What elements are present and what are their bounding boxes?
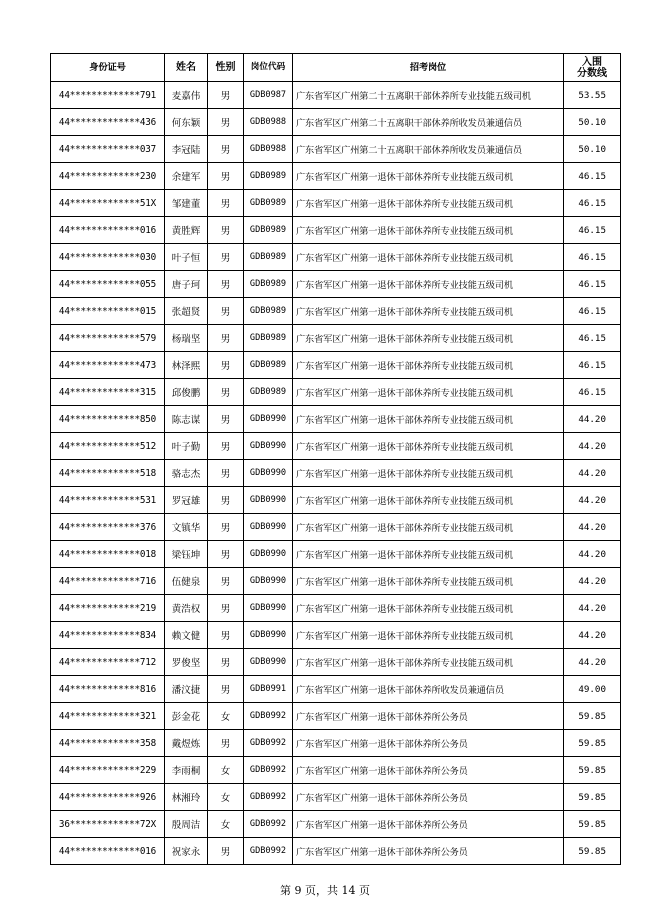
cell-id: 44*************51X	[51, 190, 165, 217]
cell-id: 44*************030	[51, 244, 165, 271]
cell-post: 广东省军区广州第一退休干部休养所专业技能五级司机	[293, 568, 564, 595]
cell-code: GDB0989	[244, 217, 293, 244]
cell-score: 44.20	[564, 487, 621, 514]
cell-sex: 男	[208, 244, 244, 271]
cell-sex: 男	[208, 352, 244, 379]
cell-id: 44*************037	[51, 136, 165, 163]
cell-sex: 男	[208, 190, 244, 217]
cell-score: 59.85	[564, 811, 621, 838]
cell-name: 罗冠雄	[165, 487, 208, 514]
cell-post: 广东省军区广州第一退休干部休养所专业技能五级司机	[293, 352, 564, 379]
cell-post: 广东省军区广州第一退休干部休养所专业技能五级司机	[293, 595, 564, 622]
table-row	[51, 163, 621, 190]
cell-id: 44*************473	[51, 352, 165, 379]
cell-post: 广东省军区广州第一退休干部休养所专业技能五级司机	[293, 271, 564, 298]
table-row	[51, 703, 621, 730]
table-row	[51, 460, 621, 487]
table-row	[51, 487, 621, 514]
cell-post: 广东省军区广州第一退休干部休养所专业技能五级司机	[293, 406, 564, 433]
cell-sex: 男	[208, 676, 244, 703]
cell-post: 广东省军区广州第一退休干部休养所专业技能五级司机	[293, 487, 564, 514]
table-row	[51, 352, 621, 379]
cell-post: 广东省军区广州第二十五离职干部休养所收发员兼通信员	[293, 109, 564, 136]
cell-score: 46.15	[564, 271, 621, 298]
cell-score: 59.85	[564, 730, 621, 757]
cell-id: 44*************531	[51, 487, 165, 514]
table-row	[51, 406, 621, 433]
cell-id: 44*************850	[51, 406, 165, 433]
cell-score: 46.15	[564, 190, 621, 217]
cell-code: GDB0990	[244, 568, 293, 595]
cell-name: 叶子勤	[165, 433, 208, 460]
table-row	[51, 568, 621, 595]
cell-id: 44*************018	[51, 541, 165, 568]
cell-code: GDB0989	[244, 352, 293, 379]
cell-name: 麦嘉伟	[165, 82, 208, 109]
cell-post: 广东省军区广州第一退休干部休养所专业技能五级司机	[293, 379, 564, 406]
table-row	[51, 244, 621, 271]
cell-score: 44.20	[564, 406, 621, 433]
cell-sex: 男	[208, 109, 244, 136]
cell-post: 广东省军区广州第二十五离职干部休养所收发员兼通信员	[293, 136, 564, 163]
cell-post: 广东省军区广州第一退休干部休养所公务员	[293, 757, 564, 784]
cell-id: 36*************72X	[51, 811, 165, 838]
cell-score: 46.15	[564, 217, 621, 244]
cell-name: 叶子恒	[165, 244, 208, 271]
cell-name: 李雨桐	[165, 757, 208, 784]
cell-name: 李冠陆	[165, 136, 208, 163]
table-row	[51, 838, 621, 865]
cell-code: GDB0990	[244, 595, 293, 622]
cell-post: 广东省军区广州第一退休干部休养所专业技能五级司机	[293, 298, 564, 325]
cell-sex: 女	[208, 757, 244, 784]
cell-sex: 男	[208, 838, 244, 865]
cell-code: GDB0992	[244, 730, 293, 757]
cell-post: 广东省军区广州第一退休干部休养所专业技能五级司机	[293, 460, 564, 487]
cell-score: 44.20	[564, 433, 621, 460]
cell-sex: 女	[208, 703, 244, 730]
cell-id: 44*************926	[51, 784, 165, 811]
cell-sex: 男	[208, 163, 244, 190]
cell-code: GDB0990	[244, 622, 293, 649]
cell-code: GDB0989	[244, 325, 293, 352]
cell-post: 广东省军区广州第一退休干部休养所专业技能五级司机	[293, 514, 564, 541]
cell-score: 44.20	[564, 595, 621, 622]
cell-name: 张超贤	[165, 298, 208, 325]
cell-score: 44.20	[564, 514, 621, 541]
cell-code: GDB0990	[244, 433, 293, 460]
cell-score: 59.85	[564, 757, 621, 784]
table-row	[51, 676, 621, 703]
cell-sex: 男	[208, 460, 244, 487]
cell-id: 44*************579	[51, 325, 165, 352]
cell-sex: 男	[208, 217, 244, 244]
cell-score: 59.85	[564, 838, 621, 865]
header-score: 入围 分数线	[564, 54, 621, 82]
header-post: 招考岗位	[293, 54, 564, 82]
cell-score: 50.10	[564, 109, 621, 136]
cell-name: 戴煜炼	[165, 730, 208, 757]
cell-code: GDB0990	[244, 541, 293, 568]
cell-code: GDB0990	[244, 460, 293, 487]
table-body	[51, 82, 621, 865]
cell-code: GDB0991	[244, 676, 293, 703]
cell-sex: 女	[208, 811, 244, 838]
table-row	[51, 622, 621, 649]
cell-sex: 男	[208, 730, 244, 757]
table-row	[51, 514, 621, 541]
header-code: 岗位代码	[244, 54, 293, 82]
cell-id: 44*************016	[51, 838, 165, 865]
table-row	[51, 109, 621, 136]
cell-sex: 男	[208, 82, 244, 109]
cell-post: 广东省军区广州第一退休干部休养所专业技能五级司机	[293, 163, 564, 190]
table-row	[51, 784, 621, 811]
cell-name: 何东颖	[165, 109, 208, 136]
cell-post: 广东省军区广州第一退休干部休养所公务员	[293, 838, 564, 865]
cell-name: 杨瑞坚	[165, 325, 208, 352]
cell-sex: 男	[208, 406, 244, 433]
cell-name: 骆志杰	[165, 460, 208, 487]
cell-name: 潘汶捷	[165, 676, 208, 703]
cell-sex: 男	[208, 541, 244, 568]
cell-name: 赖文健	[165, 622, 208, 649]
table-row	[51, 649, 621, 676]
cell-score: 46.15	[564, 352, 621, 379]
cell-score: 44.20	[564, 622, 621, 649]
cell-score: 46.15	[564, 244, 621, 271]
table-row	[51, 730, 621, 757]
cell-id: 44*************436	[51, 109, 165, 136]
cell-id: 44*************229	[51, 757, 165, 784]
cell-post: 广东省军区广州第一退休干部休养所专业技能五级司机	[293, 622, 564, 649]
cell-name: 陈志谋	[165, 406, 208, 433]
cell-id: 44*************015	[51, 298, 165, 325]
table-row	[51, 190, 621, 217]
cell-code: GDB0989	[244, 379, 293, 406]
cell-sex: 男	[208, 568, 244, 595]
cell-code: GDB0990	[244, 514, 293, 541]
cell-sex: 男	[208, 379, 244, 406]
cell-sex: 男	[208, 595, 244, 622]
cell-score: 44.20	[564, 568, 621, 595]
cell-code: GDB0992	[244, 784, 293, 811]
cell-name: 罗俊坚	[165, 649, 208, 676]
table-row	[51, 379, 621, 406]
cell-id: 44*************716	[51, 568, 165, 595]
cell-id: 44*************816	[51, 676, 165, 703]
cell-name: 彭金花	[165, 703, 208, 730]
cell-sex: 男	[208, 487, 244, 514]
cell-code: GDB0990	[244, 487, 293, 514]
cell-post: 广东省军区广州第一退休干部休养所公务员	[293, 784, 564, 811]
cell-code: GDB0989	[244, 298, 293, 325]
cell-score: 49.00	[564, 676, 621, 703]
cell-post: 广东省军区广州第一退休干部休养所专业技能五级司机	[293, 244, 564, 271]
cell-sex: 男	[208, 622, 244, 649]
cell-name: 殷周洁	[165, 811, 208, 838]
cell-post: 广东省军区广州第一退休干部休养所专业技能五级司机	[293, 190, 564, 217]
cell-code: GDB0990	[244, 649, 293, 676]
cell-id: 44*************712	[51, 649, 165, 676]
cell-post: 广东省军区广州第一退休干部休养所专业技能五级司机	[293, 649, 564, 676]
cell-id: 44*************230	[51, 163, 165, 190]
cell-id: 44*************219	[51, 595, 165, 622]
cell-score: 46.15	[564, 379, 621, 406]
cell-score: 46.15	[564, 325, 621, 352]
cell-name: 梁钰坤	[165, 541, 208, 568]
cell-name: 唐子珂	[165, 271, 208, 298]
cell-code: GDB0989	[244, 163, 293, 190]
cell-name: 黄浩权	[165, 595, 208, 622]
cell-score: 44.20	[564, 649, 621, 676]
cell-score: 46.15	[564, 163, 621, 190]
table-row	[51, 811, 621, 838]
cell-post: 广东省军区广州第一退休干部休养所专业技能五级司机	[293, 541, 564, 568]
table-row	[51, 541, 621, 568]
cell-id: 44*************834	[51, 622, 165, 649]
cell-id: 44*************376	[51, 514, 165, 541]
cell-score: 53.55	[564, 82, 621, 109]
cell-code: GDB0992	[244, 811, 293, 838]
header-name: 姓名	[165, 54, 208, 82]
cell-code: GDB0989	[244, 244, 293, 271]
cell-id: 44*************791	[51, 82, 165, 109]
cell-sex: 男	[208, 649, 244, 676]
cell-score: 44.20	[564, 541, 621, 568]
cell-name: 伍健泉	[165, 568, 208, 595]
cell-code: GDB0992	[244, 757, 293, 784]
cell-name: 文镇华	[165, 514, 208, 541]
table-row	[51, 595, 621, 622]
cell-code: GDB0987	[244, 82, 293, 109]
table-row	[51, 136, 621, 163]
cell-id: 44*************321	[51, 703, 165, 730]
table-row	[51, 217, 621, 244]
table-row	[51, 757, 621, 784]
cell-name: 林泽熙	[165, 352, 208, 379]
cell-post: 广东省军区广州第一退休干部休养所专业技能五级司机	[293, 325, 564, 352]
cell-id: 44*************315	[51, 379, 165, 406]
page-footer: 第 9 页，共 14 页	[280, 884, 370, 897]
cell-sex: 男	[208, 514, 244, 541]
table-row	[51, 82, 621, 109]
cell-score: 59.85	[564, 784, 621, 811]
cell-post: 广东省军区广州第一退休干部休养所专业技能五级司机	[293, 217, 564, 244]
cell-post: 广东省军区广州第一退休干部休养所公务员	[293, 730, 564, 757]
cell-post: 广东省军区广州第一退休干部休养所公务员	[293, 811, 564, 838]
cell-id: 44*************512	[51, 433, 165, 460]
cell-sex: 女	[208, 784, 244, 811]
cell-sex: 男	[208, 298, 244, 325]
cell-code: GDB0990	[244, 406, 293, 433]
cell-name: 黄胜辉	[165, 217, 208, 244]
cell-post: 广东省军区广州第一退休干部休养所收发员兼通信员	[293, 676, 564, 703]
cell-code: GDB0992	[244, 838, 293, 865]
cell-code: GDB0989	[244, 190, 293, 217]
cell-id: 44*************358	[51, 730, 165, 757]
header-id: 身份证号	[51, 54, 165, 82]
cell-name: 林湘玲	[165, 784, 208, 811]
cell-sex: 男	[208, 271, 244, 298]
cell-score: 59.85	[564, 703, 621, 730]
cell-score: 46.15	[564, 298, 621, 325]
table-row	[51, 271, 621, 298]
cell-post: 广东省军区广州第二十五离职干部休养所专业技能五级司机	[293, 82, 564, 109]
table-header-row	[51, 54, 621, 82]
cell-post: 广东省军区广州第一退休干部休养所专业技能五级司机	[293, 433, 564, 460]
cell-name: 邹建董	[165, 190, 208, 217]
cell-code: GDB0988	[244, 109, 293, 136]
cell-sex: 男	[208, 433, 244, 460]
header-sex: 性别	[208, 54, 244, 82]
table-row	[51, 325, 621, 352]
cell-name: 祝家永	[165, 838, 208, 865]
cell-sex: 男	[208, 136, 244, 163]
cell-sex: 男	[208, 325, 244, 352]
cell-id: 44*************016	[51, 217, 165, 244]
table-row	[51, 433, 621, 460]
cell-code: GDB0992	[244, 703, 293, 730]
cell-code: GDB0989	[244, 271, 293, 298]
cell-id: 44*************518	[51, 460, 165, 487]
cell-post: 广东省军区广州第一退休干部休养所公务员	[293, 703, 564, 730]
candidate-table	[50, 53, 621, 865]
cell-score: 50.10	[564, 136, 621, 163]
cell-score: 44.20	[564, 460, 621, 487]
cell-code: GDB0988	[244, 136, 293, 163]
table-row	[51, 298, 621, 325]
cell-id: 44*************055	[51, 271, 165, 298]
cell-name: 余建军	[165, 163, 208, 190]
cell-name: 邱俊鹏	[165, 379, 208, 406]
